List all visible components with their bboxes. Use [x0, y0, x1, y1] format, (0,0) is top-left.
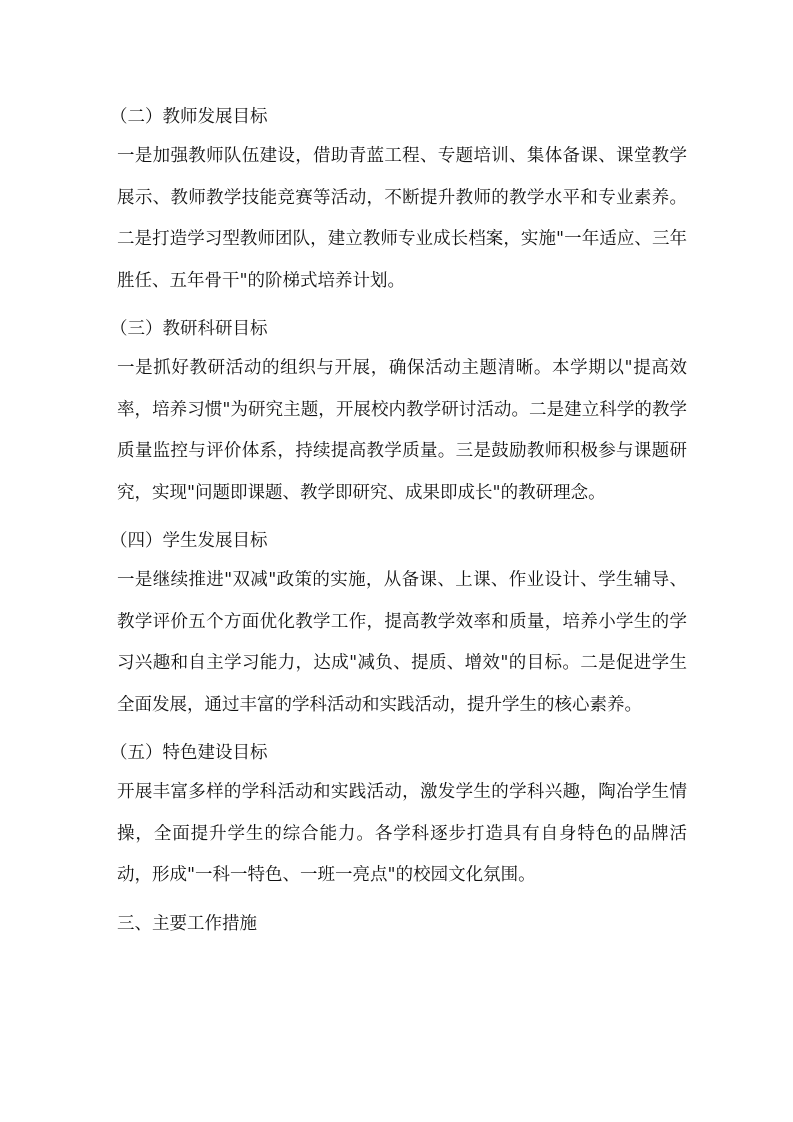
paragraph-teaching-research: 一是抓好教研活动的组织与开展，确保活动主题清晰。本学期以"提高效率，培养习惯"为研究主题，开展校内教学研讨活动。二是建立科学的教学质量监控与评价体系，持续提高教学质量。三是鼓励教师积极参与课题研究，实现"问题即课题、教学即研究、成果即成长"的教研理念。 [117, 358, 687, 503]
paragraph-student-development: 一是继续推进"双减"政策的实施，从备课、上课、作业设计、学生辅导、教学评价五个方面优化教学工作，提高教学效率和质量，培养小学生的学习兴趣和自主学习能力，达成"减负、提质、增效"的目标。二是促进学生全面发展，通过丰富的学科活动和实践活动，提升学生的核心素养。 [117, 570, 687, 715]
paragraph-featured-construction: 开展丰富多样的学科活动和实践活动，激发学生的学科兴趣，陶冶学生情操，全面提升学生的综合能力。各学科逐步打造具有自身特色的品牌活动，形成"一科一特色、一班一亮点"的校园文化氛围。 [117, 782, 687, 885]
heading-student-development: （四）学生发展目标 [110, 531, 268, 551]
heading-teaching-research: （三）教研科研目标 [110, 319, 268, 339]
heading-featured-construction: （五）特色建设目标 [110, 743, 268, 763]
document-body [110, 98, 687, 943]
heading-teacher-development: （二）教师发展目标 [110, 107, 268, 127]
paragraph-teacher-development: 一是加强教师队伍建设，借助青蓝工程、专题培训、集体备课、课堂教学展示、教师教学技能竞赛等活动，不断提升教师的教学水平和专业素养。二是打造学习型教师团队，建立教师专业成长档案，实施"一年适应、三年胜任、五年骨干"的阶梯式培养计划。 [117, 146, 687, 291]
section-title-main-measures: 三、主要工作措施 [117, 913, 257, 934]
